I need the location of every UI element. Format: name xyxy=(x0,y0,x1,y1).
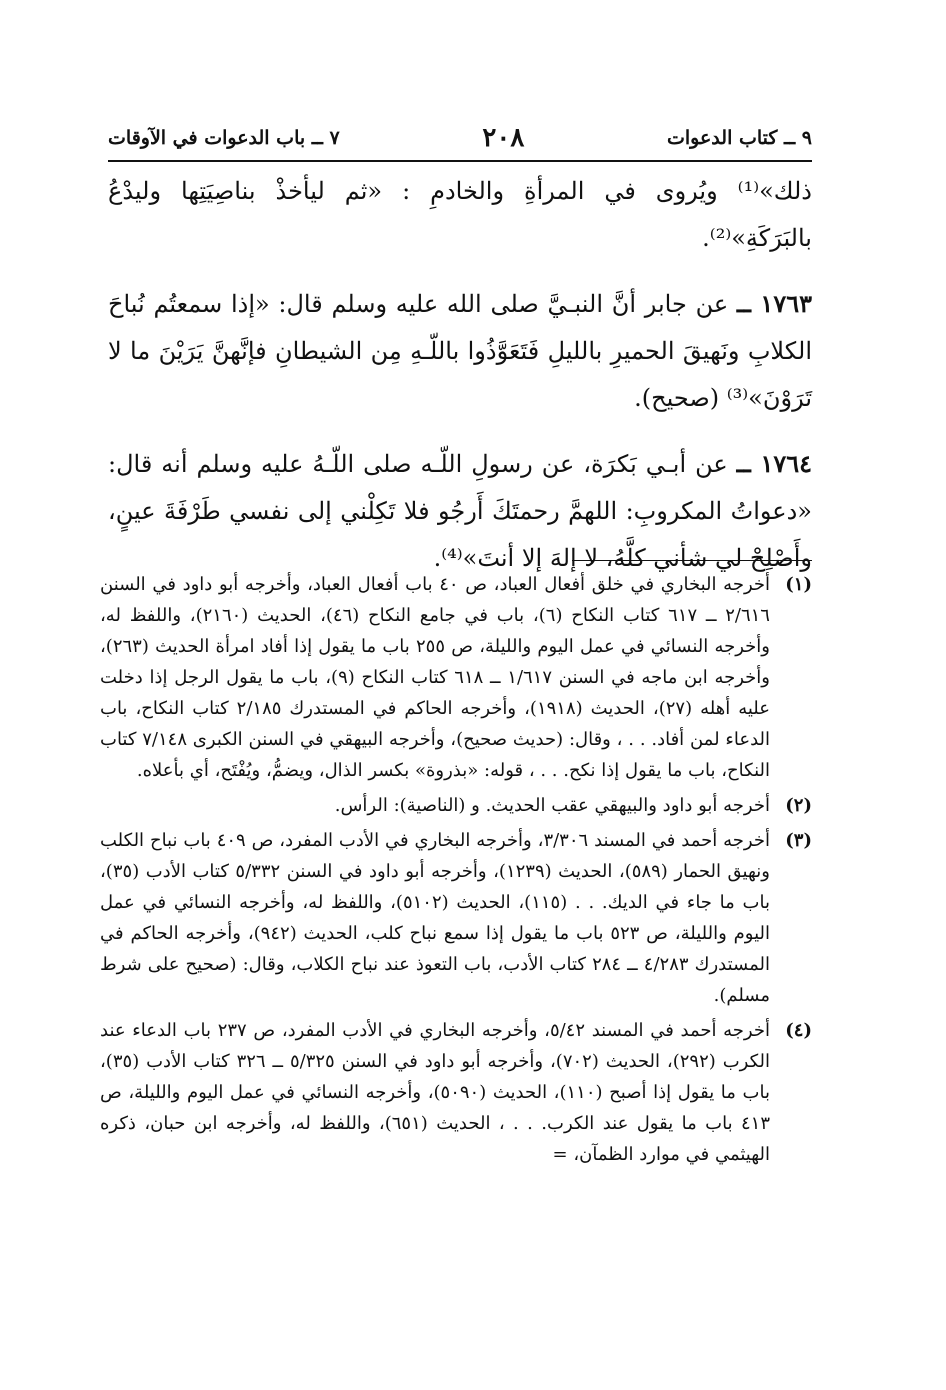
page-number: ٢٠٨ xyxy=(482,123,525,153)
footnote-mark: (٣) xyxy=(785,830,812,851)
footnotes xyxy=(100,569,812,1170)
running-header xyxy=(108,118,812,158)
footnote-text: أخرجه أحمد في المسند ٥/٤٢، وأخرجه البخاري في الأدب المفرد، ص ٢٣٧ باب الدعاء عند الكرب (٢٩٢)، الحديث (٧٠٢)، وأخرجه أبو داود في السنن ٥/٣٢٥ ــ ٣٢٦ كتاب الأدب (٣٥)، باب ما يقول إذا أصبح (١١٠)، الحديث (٥٠٩٠)، وأخرجه النسائي في عمل اليوم والليلة، ص ٤١٣ باب ما يقول عند الكرب. . . ، الحديث (٦٥١)، واللفظ له، وأخرجه ابن حبان، ذكره الهيثمي في موارد الظمآن، = xyxy=(100,1020,770,1165)
footnote-text: أخرجه أبو داود والبيهقي عقب الحديث. و (الناصية): الرأس. xyxy=(334,795,770,816)
footnote-mark: (٤) xyxy=(785,1020,812,1041)
hadith-text: عن أبـي بَكرَة، عن رسولِ اللّـه صلى اللّـهُ عليه وسلم أنه قال: «دعواتُ المكروبِ: اللهمَّ رحمتَكَ أَرجُو فلا تَكِلْني إلى نفسي طَرْفَةَ عينٍ، وأَصْلِحْ لي شأني كلَّهُ، لا إلهَ إلا أنتَ»⁽⁴⁾. xyxy=(108,450,812,572)
footnote-text: أخرجه البخاري في خلق أفعال العباد، ص ٤٠ باب أفعال العباد، وأخرجه أبو داود في السنن ٢/٦١٦ ــ ٦١٧ كتاب النكاح (٦)، باب في جامع النكاح (٤٦)، الحديث (٢١٦٠)، واللفظ له، وأخرجه النسائي في عمل اليوم والليلة، ص ٢٥٥ باب ما يقول إذا أفاد امرأة الحديث (٢٦٣)، وأخرجه ابن ماجه في السنن ١/٦١٧ ــ ٦١٨ كتاب النكاح (٩)، باب ما يقول الرجل إذا دخلت عليه أهله (٢٧)، الحديث (١٩١٨)، وأخرجه الحاكم في المستدرك ٢/١٨٥ كتاب النكاح، باب الدعاء لمن أفاد. . . ، وقال: (حديث صحيح)، وأخرجه البيهقي في السنن الكبرى ٧/١٤٨ كتاب النكاح، باب ما يقول إذا نكح. . . ، قوله: «بذروة» بكسر الذال، ويضمُّ، ويُفْتَح، أي بأعلاه. xyxy=(100,574,771,781)
footnote-3 xyxy=(100,825,812,1011)
hadith-text: عن جابر أنَّ النبـيَّ صلى الله عليه وسلم قال: «إذا سمعتُم نُباحَ الكلابِ ونَهيقَ الحميرِ بالليلِ فَتَعَوَّذُوا باللّـهِ مِن الشيطانِ فإنَّهنَّ يَرَيْنَ ما لا تَرَوْنَ»⁽³⁾ (صحيح). xyxy=(108,290,812,412)
footnote-1 xyxy=(100,569,812,786)
footnote-mark: (٢) xyxy=(785,795,812,816)
footnote-text: أخرجه أحمد في المسند ٣/٣٠٦، وأخرجه البخاري في الأدب المفرد، ص ٤٠٩ باب نباح الكلب ونهيق الحمار (٥٨٩)، الحديث (١٢٣٩)، وأخرجه أبو داود في السنن ٥/٣٣٢ كتاب الأدب (٣٥)، باب ما جاء في الديك. . . (١١٥)، الحديث (٥١٠٢)، واللفظ له، وأخرجه النسائي في عمل اليوم والليلة، ص ٥٢٣ باب ما يقول إذا سمع نباح كلب، الحديث (٩٤٢)، وأخرجه الحاكم في المستدرك ٤/٢٨٣ ــ ٢٨٤ كتاب الأدب، باب التعوذ عند نباح الكلاب، وقال: (صحيح على شرط مسلم). xyxy=(100,830,770,1006)
footnote-4 xyxy=(100,1015,812,1170)
main-text xyxy=(108,168,812,582)
hadith-1763 xyxy=(108,280,812,422)
hadith-number: ١٧٦٤ ــ xyxy=(736,449,812,478)
footnote-2 xyxy=(100,790,812,821)
header-rule xyxy=(108,160,812,162)
section-title: ٧ ــ باب الدعوات في الآوقات xyxy=(108,127,340,149)
chapter-title: ٩ ــ كتاب الدعوات xyxy=(666,127,812,149)
footnote-mark: (١) xyxy=(785,574,812,595)
footnote-separator xyxy=(572,560,812,561)
hadith-number: ١٧٦٣ ــ xyxy=(736,289,812,318)
continuation-paragraph: ذلك»⁽¹⁾ ويُروى في المرأةِ والخادمِ : «ثم ليأخذْ بناصِيَتِها وليدْعُ بالبَرَكَةِ»⁽²⁾. xyxy=(108,177,812,252)
